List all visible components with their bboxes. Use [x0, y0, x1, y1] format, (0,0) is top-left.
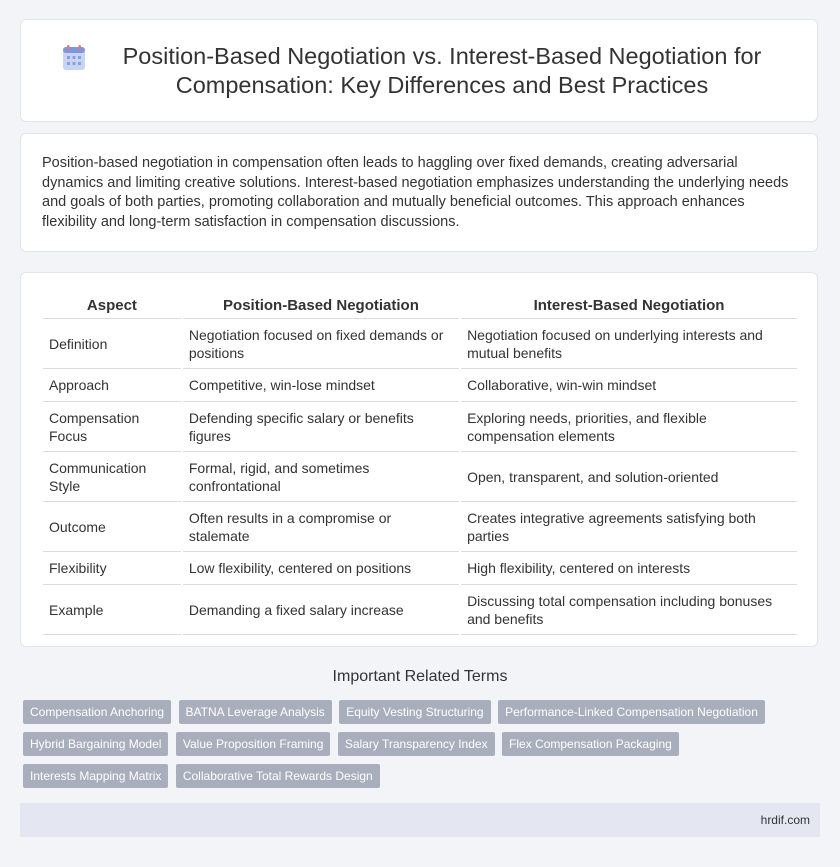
tag-interests-mapping-matrix[interactable]: Interests Mapping Matrix [23, 764, 168, 788]
cell-interest: Exploring needs, priorities, and flexible compensation elements [461, 402, 797, 452]
header-card [20, 19, 818, 122]
cell-interest: Collaborative, win-win mindset [461, 369, 797, 402]
tag-salary-transparency-index[interactable]: Salary Transparency Index [338, 732, 495, 756]
cell-interest: Creates integrative agreements satisfying both parties [461, 502, 797, 552]
table-row [43, 552, 797, 585]
tag-performance-linked-compensation-negotiation[interactable]: Performance-Linked Compensation Negotiation [498, 700, 765, 724]
intro-paragraph: Position-based negotiation in compensation often leads to haggling over fixed demands, creating adversarial dynamics and limiting creative solutions. Interest-based negotiation emphasizes understanding the underlying needs and goals of both parties, promoting collaboration and mutually beneficial outcomes. This approach enhances flexibility and long-term satisfaction in compensation discussions. [42, 155, 789, 230]
header-aspect: Aspect [43, 293, 181, 319]
header-interest-based: Interest-Based Negotiation [461, 293, 797, 319]
cell-position: Formal, rigid, and sometimes confrontational [183, 452, 459, 502]
tag-flex-compensation-packaging[interactable]: Flex Compensation Packaging [502, 732, 679, 756]
table-row [43, 502, 797, 552]
cell-aspect: Outcome [43, 502, 181, 552]
related-terms-tags [23, 700, 813, 796]
table-row [43, 319, 797, 369]
cell-interest: High flexibility, centered on interests [461, 552, 797, 585]
cell-position: Often results in a compromise or stalemate [183, 502, 459, 552]
tag-value-proposition-framing[interactable]: Value Proposition Framing [176, 732, 331, 756]
footer-bar [20, 803, 820, 837]
cell-aspect: Communication Style [43, 452, 181, 502]
header-position-based: Position-Based Negotiation [183, 293, 459, 319]
table-header-row [43, 293, 797, 319]
tag-equity-vesting-structuring[interactable]: Equity Vesting Structuring [339, 700, 490, 724]
cell-position: Negotiation focused on fixed demands or positions [183, 319, 459, 369]
page-title: Position-Based Negotiation vs. Interest-Based Negotiation for Compensation: Key Differences and Best Practices [122, 42, 762, 98]
tag-compensation-anchoring[interactable]: Compensation Anchoring [23, 700, 171, 724]
table-row [43, 452, 797, 502]
related-terms-title: Important Related Terms [332, 668, 508, 685]
tag-batna-leverage-analysis[interactable]: BATNA Leverage Analysis [179, 700, 332, 724]
cell-aspect: Definition [43, 319, 181, 369]
cell-position: Low flexibility, centered on positions [183, 552, 459, 585]
comparison-table [41, 293, 799, 635]
cell-position: Demanding a fixed salary increase [183, 585, 459, 635]
cell-aspect: Approach [43, 369, 181, 402]
cell-aspect: Example [43, 585, 181, 635]
cell-interest: Negotiation focused on underlying interests and mutual benefits [461, 319, 797, 369]
table-row [43, 402, 797, 452]
cell-position: Defending specific salary or benefits figures [183, 402, 459, 452]
table-row [43, 585, 797, 635]
footer-site-link[interactable]: hrdif.com [760, 813, 810, 827]
comparison-table-card [20, 272, 818, 647]
cell-aspect: Compensation Focus [43, 402, 181, 452]
cell-interest: Open, transparent, and solution-oriented [461, 452, 797, 502]
cell-interest: Discussing total compensation including bonuses and benefits [461, 585, 797, 635]
intro-card [20, 133, 818, 252]
document-calendar-icon [61, 44, 87, 72]
table-row [43, 369, 797, 402]
cell-aspect: Flexibility [43, 552, 181, 585]
tag-hybrid-bargaining-model[interactable]: Hybrid Bargaining Model [23, 732, 168, 756]
cell-position: Competitive, win-lose mindset [183, 369, 459, 402]
tag-collaborative-total-rewards-design[interactable]: Collaborative Total Rewards Design [176, 764, 380, 788]
